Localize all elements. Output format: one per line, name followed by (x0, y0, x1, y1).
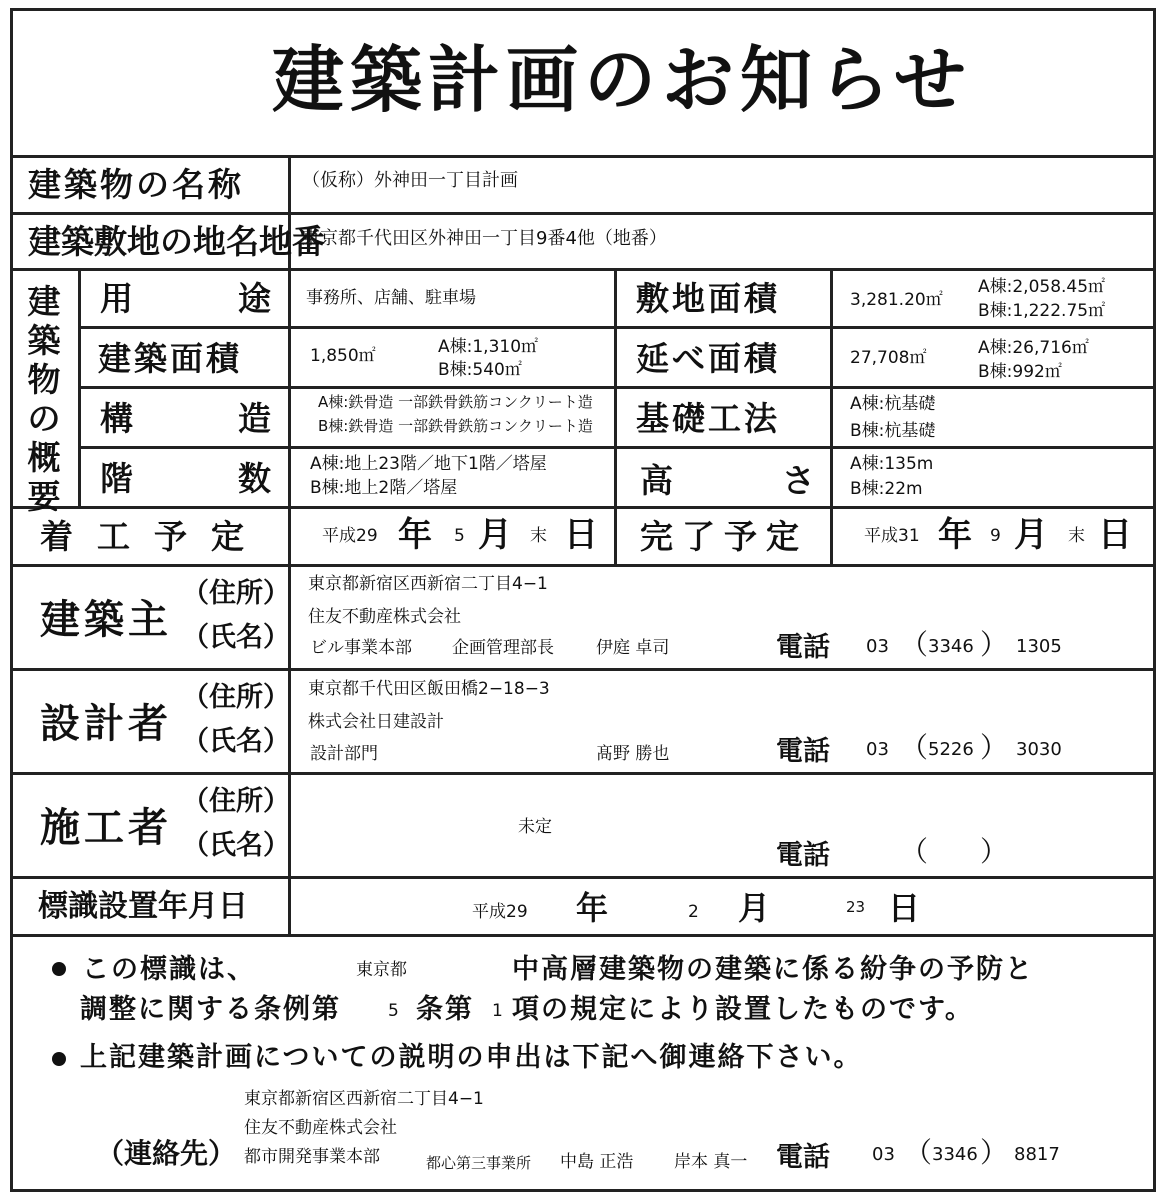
paren-close: ） (980, 628, 1009, 661)
use-label-2: 途 (238, 279, 274, 318)
site-area-a: A棟:2,058.45㎡ (978, 277, 1106, 297)
floors-a: A棟:地上23階／地下1階／塔屋 (310, 454, 547, 474)
building-area-a: A棟:1,310㎡ (438, 337, 539, 357)
foundation-label: 基礎工法 (636, 399, 780, 438)
note-2: 上記建築計画についての説明の申出は下記へ御連絡下さい。 (80, 1042, 863, 1073)
owner-company: 住友不動産株式会社 (308, 607, 461, 627)
owner-name-label: （氏名） (182, 622, 290, 653)
contact-company: 住友不動産株式会社 (244, 1118, 397, 1138)
rule (614, 268, 617, 564)
start-month-unit: 月 (478, 515, 512, 555)
site-area-total: 3,281.20㎡ (850, 290, 943, 310)
site-address-value: 東京都千代田区外神田一丁目9番4他（地番） (302, 228, 667, 249)
rule (10, 564, 1156, 567)
owner-tel-exchange: 3346 (928, 636, 974, 657)
contact-tel-area: 03 (872, 1144, 895, 1165)
building-area-total: 1,850㎡ (310, 346, 376, 366)
use-value: 事務所、店舗、駐車場 (306, 288, 476, 308)
sign-date-day-unit: 日 (888, 889, 921, 927)
end-day: 末 (1068, 526, 1085, 546)
building-area-b: B棟:540㎡ (438, 360, 522, 380)
foundation-a: A棟:杭基礎 (850, 394, 936, 414)
building-area-label: 建築面積 (98, 339, 242, 378)
use-label: 用 (100, 279, 136, 318)
rule (830, 268, 833, 564)
designer-person: 髙野 勝也 (596, 744, 670, 764)
structure-b: B棟:鉄骨造 一部鉄骨鉄筋コンクリート造 (318, 417, 593, 435)
paren-open: （ (900, 835, 929, 868)
rule (10, 876, 1156, 879)
note-1-paragraph: 1 (492, 1001, 503, 1021)
rule (78, 446, 1156, 449)
note-1d: 条第 (416, 994, 474, 1025)
owner-title: 企画管理部長 (452, 638, 554, 658)
contact-tel-label: 電話 (776, 1142, 830, 1173)
paren-close: ） (980, 731, 1009, 764)
owner-dept: ビル事業本部 (310, 638, 412, 658)
structure-a: A棟:鉄骨造 一部鉄骨鉄筋コンクリート造 (318, 393, 593, 411)
start-era: 平成29 (322, 526, 378, 546)
floors-label-2: 数 (238, 459, 274, 498)
designer-address-label: （住所） (182, 682, 290, 713)
floor-area-label: 延べ面積 (636, 339, 780, 378)
owner-address-label: （住所） (182, 578, 290, 609)
designer-tel-label: 電話 (776, 736, 830, 767)
bullet-icon (52, 1052, 66, 1066)
sign-date-month: 2 (688, 902, 699, 922)
rule (10, 155, 1156, 158)
owner-person: 伊庭 卓司 (596, 638, 670, 658)
paren-open: （ (900, 628, 929, 661)
rule (10, 212, 1156, 215)
site-area-b: B棟:1,222.75㎡ (978, 301, 1106, 321)
note-1c: 調整に関する条例第 (80, 994, 341, 1025)
designer-tel-area: 03 (866, 739, 889, 760)
contact-address: 東京都新宿区西新宿二丁目4−1 (244, 1089, 484, 1109)
note-1e: 項の規定により設置したものです。 (512, 994, 974, 1025)
owner-tel-label: 電話 (776, 632, 830, 663)
owner-tel-number: 1305 (1016, 636, 1062, 657)
end-era: 平成31 (864, 526, 920, 546)
contractor-address-label: （住所） (182, 786, 290, 817)
site-area-label: 敷地面積 (636, 279, 780, 318)
start-day-unit: 日 (564, 515, 598, 555)
building-name-value: （仮称）外神田一丁目計画 (302, 170, 518, 191)
paren-close: ） (980, 835, 1009, 868)
owner-label: 建築主 (40, 597, 172, 643)
paren-close: ） (980, 1136, 1009, 1169)
height-b: B棟:22m (850, 479, 923, 499)
rule (10, 268, 1156, 271)
start-label: 着工予定 (40, 517, 268, 556)
floors-label: 階 (100, 459, 136, 498)
paren-open: （ (904, 1136, 933, 1169)
start-year-unit: 年 (398, 515, 432, 555)
designer-tel-number: 3030 (1016, 739, 1062, 760)
end-month-unit: 月 (1014, 515, 1048, 555)
structure-label-2: 造 (238, 399, 274, 438)
page-title: 建築計画のお知らせ (272, 38, 972, 122)
contact-tel-number: 8817 (1014, 1144, 1060, 1165)
rule (78, 268, 81, 506)
floor-area-a: A棟:26,716㎡ (978, 338, 1089, 358)
site-address-label: 建築敷地の地名地番 (28, 222, 325, 261)
contractor-value: 未定 (518, 817, 552, 837)
floor-area-total: 27,708㎡ (850, 348, 927, 368)
designer-name-label: （氏名） (182, 726, 290, 757)
end-label: 完了予定 (640, 517, 808, 556)
contact-person-1: 中島 正浩 (560, 1152, 634, 1172)
rule (288, 155, 291, 934)
sign-date-label: 標識設置年月日 (38, 889, 248, 924)
building-name-label: 建築物の名称 (28, 165, 244, 204)
owner-tel-area: 03 (866, 636, 889, 657)
paren-open: （ (900, 731, 929, 764)
contact-label: （連絡先） (96, 1137, 237, 1170)
contact-tel-exchange: 3346 (932, 1144, 978, 1165)
sign-date-year-unit: 年 (576, 889, 609, 927)
note-1b: 中高層建築物の建築に係る紛争の予防と (512, 954, 1034, 985)
sign-date-month-unit: 月 (738, 889, 771, 927)
overview-label: 建 築 物 の 概 要 (27, 282, 61, 516)
designer-dept: 設計部門 (310, 744, 378, 764)
sign-date-day: 23 (846, 898, 866, 916)
rule (78, 386, 1156, 389)
floors-b: B棟:地上2階／塔屋 (310, 478, 458, 498)
height-label: 高 (640, 461, 676, 500)
bullet-icon (52, 962, 66, 976)
contractor-name-label: （氏名） (182, 830, 290, 861)
contractor-tel-label: 電話 (776, 840, 830, 871)
height-a: A棟:135m (850, 454, 934, 474)
designer-address: 東京都千代田区飯田橋2−18−3 (308, 679, 550, 699)
contractor-label: 施工者 (40, 805, 172, 851)
note-1-article: 5 (388, 1001, 399, 1021)
structure-label: 構 (100, 399, 136, 438)
owner-address: 東京都新宿区西新宿二丁目4−1 (308, 574, 548, 594)
rule (10, 506, 1156, 509)
contact-person-2: 岸本 真一 (674, 1152, 748, 1172)
rule (10, 772, 1156, 775)
sign-date-era: 平成29 (472, 902, 528, 922)
height-label-2: さ (782, 461, 818, 500)
note-1-prefecture: 東京都 (356, 960, 407, 980)
end-month: 9 (990, 526, 1001, 546)
designer-tel-exchange: 5226 (928, 739, 974, 760)
end-year-unit: 年 (938, 515, 972, 555)
contact-dept: 都市開発事業本部 (244, 1147, 380, 1167)
foundation-b: B棟:杭基礎 (850, 421, 936, 441)
rule (10, 668, 1156, 671)
end-day-unit: 日 (1098, 515, 1132, 555)
designer-label: 設計者 (40, 701, 172, 747)
rule (78, 326, 1156, 329)
floor-area-b: B棟:992㎡ (978, 362, 1062, 382)
rule (10, 934, 1156, 937)
start-month: 5 (454, 526, 465, 546)
contact-section: 都心第三事業所 (426, 1154, 532, 1172)
start-day: 末 (530, 526, 547, 546)
designer-company: 株式会社日建設計 (308, 712, 444, 732)
note-1a: この標識は、 (82, 954, 256, 985)
